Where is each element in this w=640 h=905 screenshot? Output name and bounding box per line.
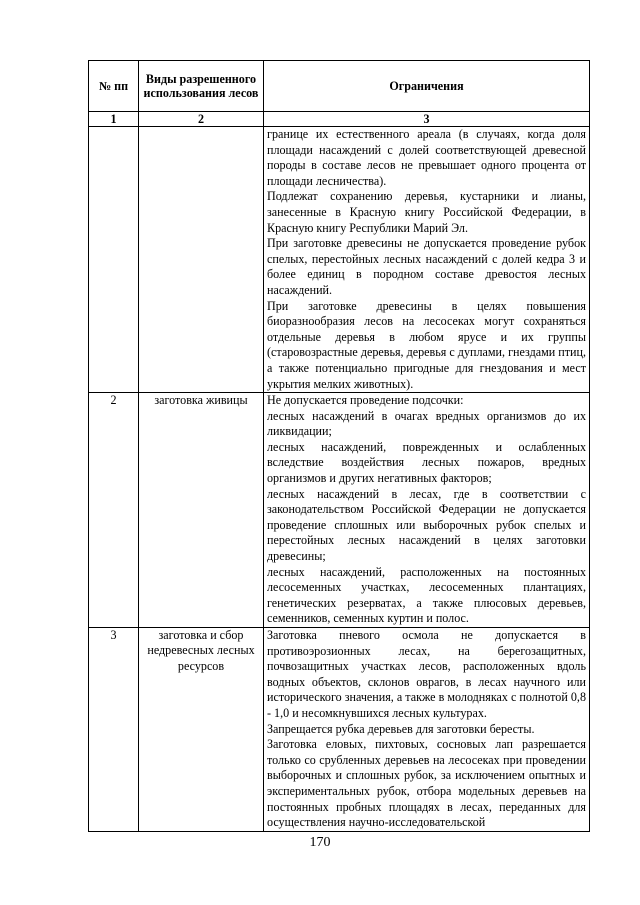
row-kind: заготовка и сбор недревесных лесных ресурсов	[139, 628, 264, 832]
restrictions-table	[88, 60, 590, 832]
table-row	[89, 628, 590, 832]
restriction-paragraph: границе их естественного ареала (в случаях, когда доля площади насаждений с долей соответствующей древесной породы в составе лесов не превышает одного процента от площади лесничества).	[267, 127, 586, 188]
column-number: 1	[89, 112, 139, 127]
restriction-paragraph: Заготовка пневого осмола не допускается в противоэрозионных лесах, на берегозащитных, почвозащитных участках лесов, расположенных вдоль водных объектов, склонов оврагов, в лесах научного или исторического значения, а также в молодняках с полнотой 0,8 - 1,0 и несомкнувшихся лесных культурах.	[267, 628, 586, 720]
restriction-paragraph: Заготовка еловых, пихтовых, сосновых лап разрешается только со срубленных деревьев на лесосеках при проведении выборочных и сплошных рубок, за исключением опытных и экспериментальных рубок, отбора модельных деревьев на постоянных пробных площадях в лесах, переданных для осуществления научно-исследовательской	[267, 737, 586, 830]
page-number: 170	[309, 835, 331, 850]
restriction-paragraph: лесных насаждений в очагах вредных организмов до их ликвидации;	[267, 408, 586, 439]
row-restrictions	[264, 127, 590, 393]
row-num	[89, 127, 139, 393]
row-num: 2	[89, 393, 139, 628]
column-number: 3	[264, 112, 590, 127]
restriction-paragraph: лесных насаждений, расположенных на постоянных лесосеменных участках, лесосеменных плантациях, генетических резерватах, а также плюсовых деревьев, семенников, семенных куртин и полос.	[267, 564, 586, 626]
restriction-paragraph: Запрещается рубка деревьев для заготовки бересты.	[267, 721, 535, 736]
restriction-paragraph: Подлежат сохранению деревья, кустарники и лианы, занесенные в Красную книгу Российской Федерации, в Красную книгу Республики Марий Эл.	[267, 189, 586, 235]
row-restrictions	[264, 393, 590, 628]
row-kind: заготовка живицы	[139, 393, 264, 628]
header-restrictions: Ограничения	[264, 61, 590, 112]
restriction-paragraph: Не допускается проведение подсочки:	[267, 393, 464, 408]
restriction-paragraph: При заготовке древесины в целях повышения биоразнообразия лесов на лесосеках могут сохраняться отдельные деревья в любом ярусе и их группы (старовозрастные деревья, деревья с дуплами, гнездами птиц, а также потенциально пригодные для гнездования и мест укрытия мелких животных).	[267, 298, 586, 391]
table-header-row	[89, 61, 590, 112]
restriction-paragraph: лесных насаждений в лесах, где в соответствии с законодательством Российской Федерации не допускается проведение сплошных или выборочных рубок спелых и перестойных лесных насаждений в целях заготовки древесины;	[267, 486, 586, 564]
column-number: 2	[139, 112, 264, 127]
restriction-paragraph: лесных насаждений, поврежденных и ослабленных вследствие воздействия лесных пожаров, вредных организмов и других негативных факторов;	[267, 439, 586, 486]
restriction-paragraph: При заготовке древесины не допускается проведение рубок спелых, перестойных лесных насаждений с долей кедра 3 и более единиц в породном составе древостоя лесных насаждений.	[267, 236, 586, 297]
table-row	[89, 127, 590, 393]
table-row	[89, 393, 590, 628]
row-num: 3	[89, 628, 139, 832]
header-num: № пп	[89, 61, 139, 112]
row-kind	[139, 127, 264, 393]
column-number-row	[89, 112, 590, 127]
header-kind: Виды разрешенного использования лесов	[139, 61, 264, 112]
row-restrictions	[264, 628, 590, 832]
